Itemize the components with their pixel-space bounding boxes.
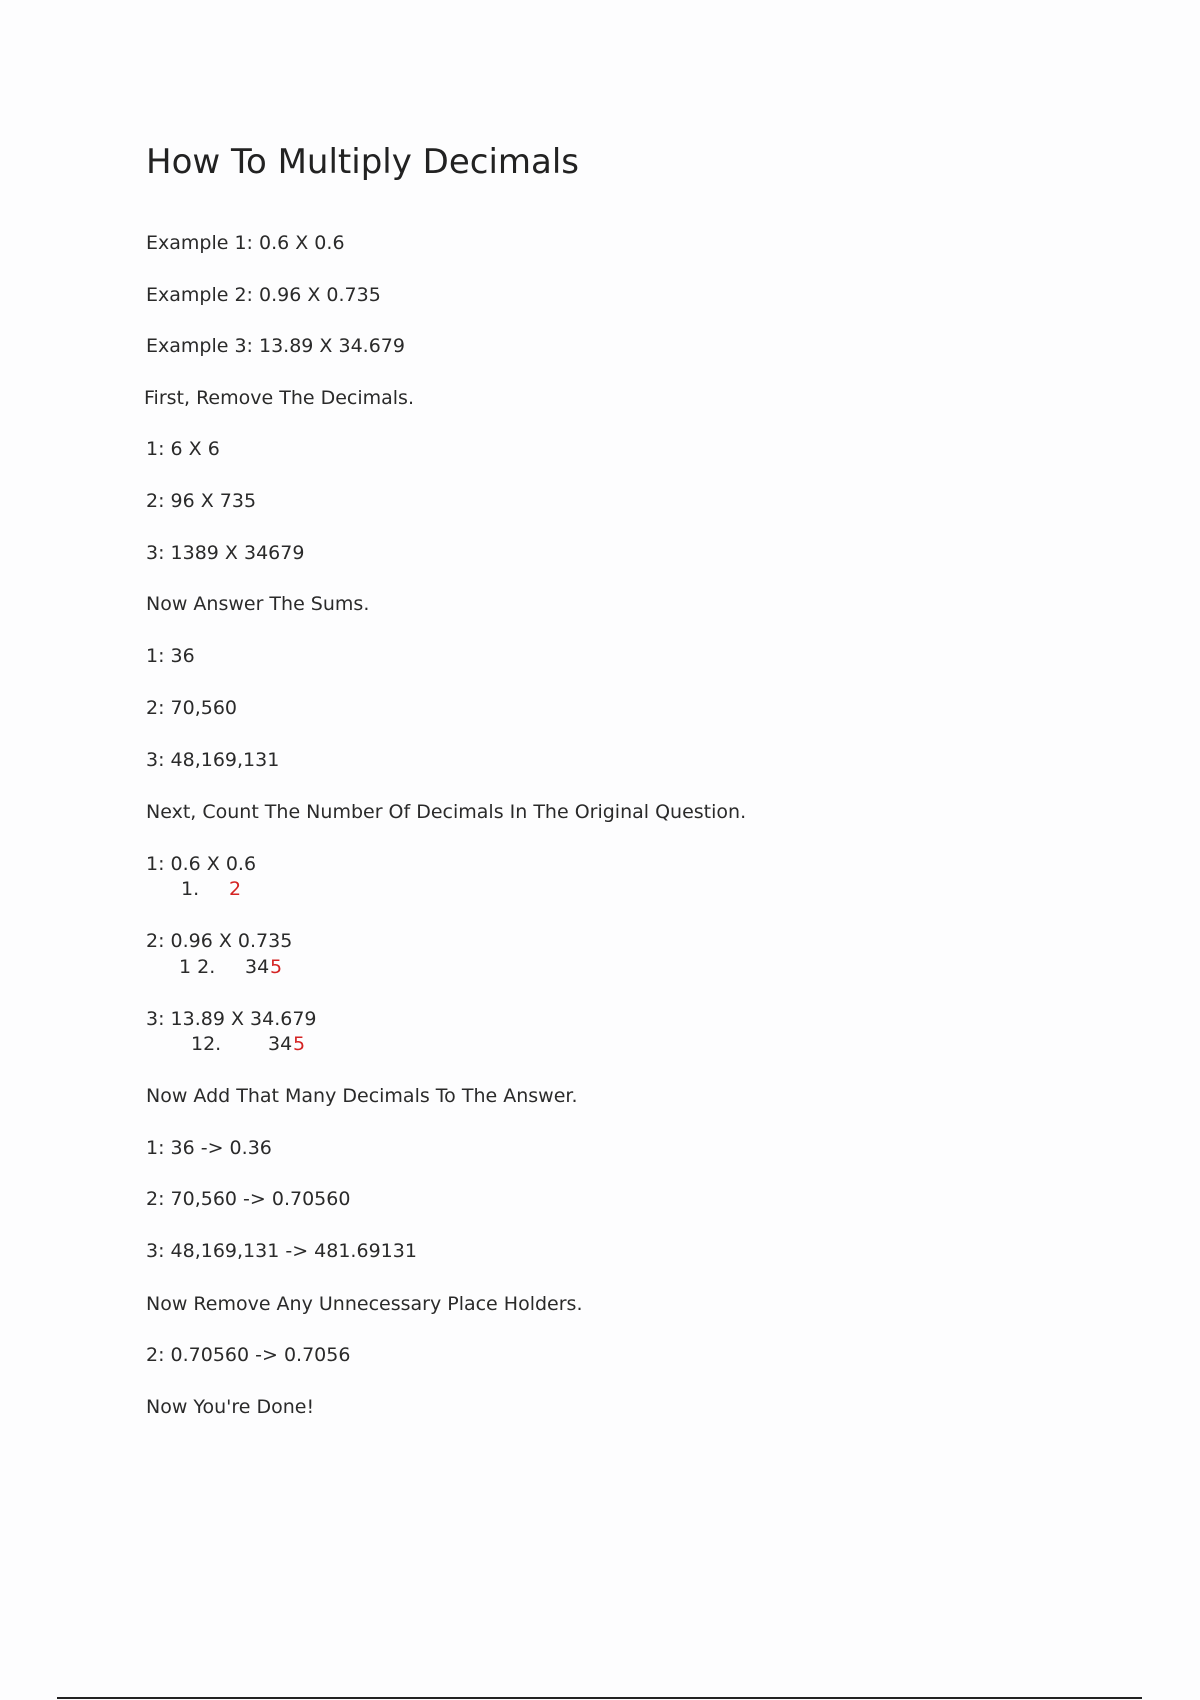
step2-line-2: 2: 70,560 (146, 697, 238, 719)
step3-count-total-2: 5 (270, 956, 283, 978)
step1-line-3: 3: 1389 X 34679 (146, 542, 305, 564)
step4-line-3: 3: 48,169,131 -> 481.69131 (146, 1240, 417, 1262)
step4-line-2: 2: 70,560 -> 0.70560 (146, 1188, 351, 1210)
step3-count-total-3: 5 (293, 1033, 306, 1055)
page-title: How To Multiply Decimals (146, 142, 580, 182)
step3-count-a-1: 1. (181, 878, 200, 900)
step2-heading: Now Answer The Sums. (146, 593, 370, 615)
step5-line-1: 2: 0.70560 -> 0.7056 (146, 1344, 351, 1366)
step3-count-b-3: 34 (268, 1033, 293, 1055)
step5-heading: Now Remove Any Unnecessary Place Holders. (146, 1293, 583, 1315)
step4-heading: Now Add That Many Decimals To The Answer. (146, 1085, 578, 1107)
step1-line-1: 1: 6 X 6 (146, 438, 220, 460)
step3-count-a-3: 12. (191, 1033, 222, 1055)
step3-question-1: 1: 0.6 X 0.6 (146, 853, 257, 875)
step1-line-2: 2: 96 X 735 (146, 490, 257, 512)
step3-heading: Next, Count The Number Of Decimals In The Original Question. (146, 801, 747, 823)
step3-count-a-2: 1 2. (179, 956, 216, 978)
step3-count-total-1: 2 (229, 878, 242, 900)
example-2: Example 2: 0.96 X 0.735 (146, 284, 381, 306)
step4-line-1: 1: 36 -> 0.36 (146, 1137, 272, 1159)
step1-heading: First, Remove The Decimals. (144, 387, 414, 409)
step3-count-b-2: 34 (245, 956, 270, 978)
example-1: Example 1: 0.6 X 0.6 (146, 232, 345, 254)
closing-text: Now You're Done! (146, 1396, 315, 1418)
step2-line-3: 3: 48,169,131 (146, 749, 280, 771)
example-3: Example 3: 13.89 X 34.679 (146, 335, 405, 357)
step2-line-1: 1: 36 (146, 645, 195, 667)
footer-divider (57, 1697, 1142, 1699)
step3-question-2: 2: 0.96 X 0.735 (146, 930, 293, 952)
step3-question-3: 3: 13.89 X 34.679 (146, 1008, 317, 1030)
